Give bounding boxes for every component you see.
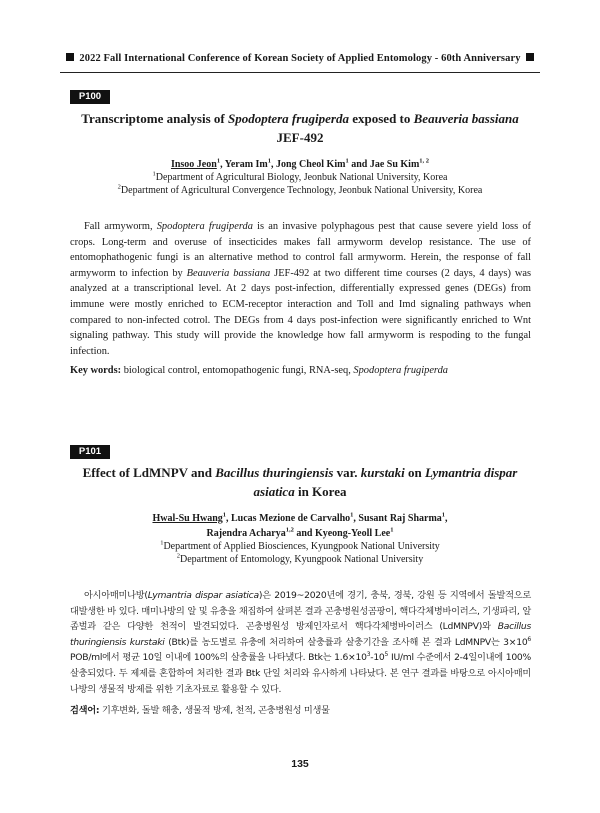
species-name: Spodoptera frugiperda: [353, 365, 448, 376]
author-name: Lucas Mezione de Carvalho: [231, 513, 351, 524]
abstract-paragraph: [70, 219, 531, 359]
presenting-author: Insoo Jeon: [170, 159, 217, 170]
presenting-author: Hwal-Su Hwang: [152, 513, 223, 524]
abstract-text: -10: [370, 652, 385, 664]
author-list: Rajendra Acharya$^{1,2}$ and Kyeong-Yeoll Lee$^1$: [206, 526, 394, 539]
conference-title: 2022 Fall International Conference of Korean Society of Applied Entomology - 60th Anniversary: [79, 53, 521, 64]
title-text: exposed to: [348, 111, 414, 126]
affiliation-line: [70, 553, 530, 566]
poster-id-badge: P101: [70, 445, 110, 459]
author-name: Jong Cheol Kim: [276, 159, 346, 170]
page-number: 135: [291, 758, 309, 770]
poster-id-badge: P100: [70, 90, 110, 104]
affiliation-mark: 1,2: [285, 526, 294, 534]
affiliation-mark: 1: [216, 157, 221, 165]
keywords-label: 검색어:: [70, 705, 100, 716]
species-name: Spodoptera frugiperda: [156, 221, 253, 232]
author-list: Insoo Jeon$^1$, Yeram Im$^1$, Jong Cheol Kim$^1$ and Jae Su Kim$^{1, 2}$: [170, 157, 430, 170]
author-name: Susant Raj Sharma: [358, 513, 442, 524]
species-name: Beauveria bassiana: [186, 267, 271, 279]
affiliation-text: Department of Agricultural Convergence Technology, Jeonbuk National University, Korea: [120, 185, 483, 196]
abstract-body: [70, 219, 531, 359]
title-text: var.: [333, 465, 361, 480]
exponent: 5: [384, 651, 389, 659]
affiliation-mark: 1: [222, 511, 227, 519]
author-name: Kyeong-Yeoll Lee: [314, 528, 391, 539]
abstract-text: is an invasive polyphagous pest that cause severe yield loss of crops. Long-term and overuse of insecticides makes fall armyworm develop resistance. The use of entomophathogenic fungi is an alternative method to control fall armyworm. Herein, the response of fall armyworm to infection by: [70, 221, 531, 279]
affiliation-mark: 1: [345, 157, 349, 165]
affiliation-line: [70, 540, 530, 553]
abstract-text: JEF-492 at two different time courses (2 days, 4 days) was analyzed at a transcriptional level. At 2 days post-infection, differentially expressed genes (DEGs) from immune were mostly enriched to ECM-receptor interaction and Toll and Imd signaling pathways when compared to non-infected cotrol. The DEGs from 4 days post-infection were significantly enriched to Wnt signaling pathway. This study will provide the knowledge how fall armyworm is respoding to the fungal infection.: [70, 267, 532, 357]
exponent: 3: [366, 651, 371, 659]
author-block: [70, 512, 530, 566]
species-name: Lymantria dispar asiatica: [147, 590, 259, 601]
abstract-title: [70, 463, 530, 501]
species-name: Bacillus thuringiensis kurstaki: [70, 621, 531, 648]
affiliation-mark: 1: [267, 157, 271, 165]
author-name: Rajendra Acharya: [206, 528, 286, 539]
title-text: JEF-492: [276, 130, 324, 145]
title-text: on: [404, 465, 426, 480]
affiliation-mark: 2: [117, 183, 121, 191]
abstract-text: )은 2019~2020년에 경기, 충북, 경북, 강원 등 지역에서 돌발적으로 대발생한 바 있다. 매미나방의 알 및 유충을 채집하여 살펴본 결과 곤충병원성곰팡이, 핵다각체병바이러스, 기생파리, 알좀벌과 같은 다양한 천적이 발견되었다. 곤충병원성 방제인자로서 핵다각체병바이러스 (LdMNPV)와: [70, 590, 531, 633]
exponent: 6: [527, 635, 531, 643]
abstract-text: POB/ml에서 평균 10일 이내에 100%의 살충률을 나타냈다. Btk는 1.6×10: [70, 652, 367, 664]
affiliation-mark: 1: [390, 526, 394, 534]
title-species: Spodoptera frugiperda: [228, 111, 349, 126]
abstract-text: Fall armyworm,: [84, 221, 157, 232]
author-name: Yeram Im: [224, 159, 268, 170]
title-text: in Korea: [294, 484, 347, 499]
affiliation-mark: 1: [441, 511, 446, 519]
keywords-label: Key words:: [70, 365, 122, 376]
title-species: kurstaki: [360, 465, 405, 480]
affiliation-mark: 1: [160, 539, 164, 547]
keywords-text: 기후변화, 돌발 해충, 생물적 방제, 천적, 곤충병원성 미생물: [99, 705, 330, 716]
title-text: Transcriptome analysis of: [81, 111, 228, 126]
keywords-line-korean: [70, 703, 530, 719]
affiliation-text: Department of Entomology, Kyungpook National University: [180, 554, 424, 565]
abstract-text: 아시아매미나방(: [84, 590, 148, 601]
title-text: Effect of LdMNPV and: [82, 465, 216, 480]
title-species: Beauveria bassiana: [413, 111, 519, 126]
affiliation-mark: 2: [176, 552, 181, 560]
affiliation-text: Department of Applied Biosciences, Kyungpook National University: [163, 541, 440, 552]
author-name: Jae Su Kim: [369, 159, 420, 170]
affiliation-line: [70, 184, 530, 197]
affiliation-line: [70, 171, 530, 184]
keywords-line: [70, 364, 530, 378]
abstract-paragraph: [70, 588, 531, 697]
abstract-body-korean: [70, 588, 531, 697]
author-list: Hwal-Su Hwang$^1$, Lucas Mezione de Carvalho$^1$, Susant Raj Sharma$^1$,: [152, 511, 448, 524]
square-bullet-icon: [526, 53, 534, 61]
title-species: Bacillus thuringiensis: [215, 465, 334, 480]
title-species: Lymantria dispar: [425, 465, 518, 480]
header-divider: [60, 72, 540, 73]
affiliation-mark: 1: [350, 511, 354, 519]
affiliation-text: Department of Agricultural Biology, Jeonbuk National University, Korea: [155, 172, 448, 183]
running-header: [60, 53, 540, 64]
affiliation-mark: 1: [152, 170, 156, 178]
abstract-text: (Btk)를 농도별로 유충에 처리하여 살충률과 살충기간을 조사해 본 결과 LdMNPV는 3×10: [164, 636, 528, 648]
abstract-text: IU/ml 수준에서 2-4일이내에 100% 살충되었다. 두 제제를 혼합하여 처리한 결과 Btk 단일 처리와 유사하게 나타났다. 본 연구 결과를 바탕으로 아시아매미나방의 생물적 방제를 위한 기초자료로 활용할 수 있다.: [70, 652, 531, 695]
author-block: [70, 158, 530, 197]
title-species: asiatica: [253, 484, 295, 499]
keywords-text: biological control, entomopathogenic fungi, RNA-seq,: [121, 365, 354, 376]
affiliation-mark: 1, 2: [419, 157, 430, 165]
square-bullet-icon: [66, 53, 74, 61]
abstract-title: [70, 109, 530, 147]
